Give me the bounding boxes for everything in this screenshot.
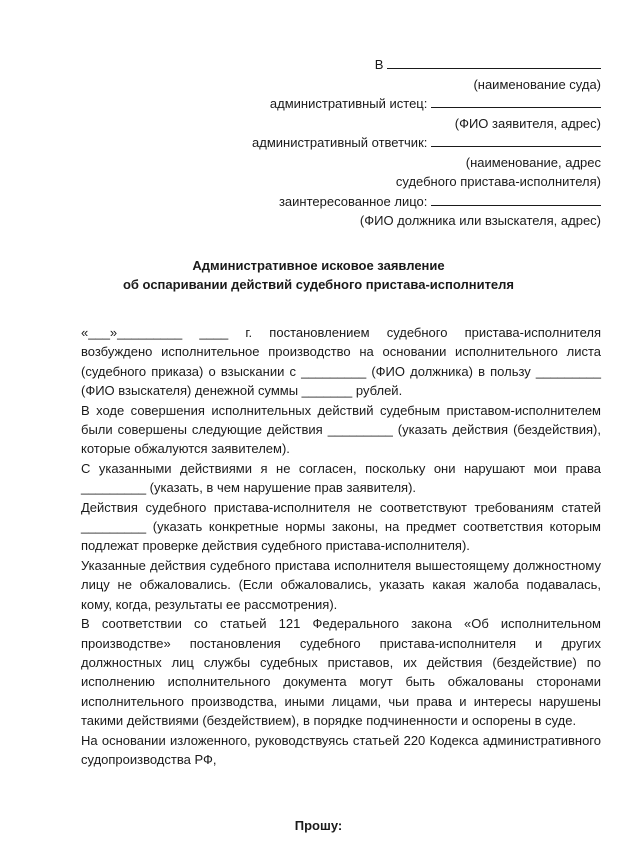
paragraph-law-reference: В соответствии со статьей 121 Федерального закона «Об исполнительном производстве» постановления судебного пристава-исполнителя и других должностных лиц службы судебных приставов, их действия (бездействие) по исполнению исполнительного документа могут быть обжалованы сторонами исполнительного производства, иными лицами, чьи права и интересы нарушены такими действиями (бездействием), в порядке подчиненности и оспорены в суде.	[81, 616, 601, 729]
paragraph-appeal: Указанные действия судебного пристава исполнителя вышестоящему должностному лицу не обжаловались. (Если обжаловались, указать какая жалоба подавалась, кому, когда, результаты ее рассмотрения).	[81, 557, 601, 612]
defendant-line	[201, 133, 601, 153]
plaintiff-hint: (ФИО заявителя, адрес)	[454, 115, 601, 131]
paragraph-initiation: «___»_________ ____ г. постановлением судебного пристава-исполнителя возбуждено исполнительное производство на основании исполнительного листа (судебного приказа) о взыскании с _________ (ФИО должника) в пользу _________ (ФИО взыскателя) денежной суммы _______ рублей.	[81, 325, 601, 399]
paragraph-disagreement: С указанными действиями я не согласен, поскольку они нарушают мои права _________ (указать, в чем нарушение прав заявителя).	[81, 460, 601, 496]
defendant-blank	[431, 133, 601, 147]
title-line-1: Административное исковое заявление	[192, 258, 445, 273]
paragraph-basis: На основании изложенного, руководствуясь статьей 220 Кодекса административного судопроизводства РФ,	[81, 732, 601, 767]
plaintiff-line	[201, 94, 601, 114]
title-line-2: об оспаривании действий судебного пристава-исполнителя	[122, 277, 515, 292]
plaintiff-blank	[431, 94, 601, 108]
interested-line	[201, 192, 601, 212]
document-body	[81, 323, 601, 769]
interested-label: заинтересованное лицо:	[278, 193, 428, 209]
interested-blank	[431, 192, 601, 206]
request-heading: Прошу:	[294, 818, 343, 833]
interested-hint: (ФИО должника или взыскателя, адрес)	[359, 213, 601, 228]
court-line	[201, 55, 601, 75]
addressee-block	[201, 55, 601, 231]
document-title	[0, 256, 637, 294]
defendant-hint-2: судебного пристава-исполнителя)	[395, 174, 601, 189]
defendant-label: административный ответчик:	[252, 135, 428, 150]
court-blank	[387, 55, 601, 69]
plaintiff-label: административный истец:	[269, 96, 428, 111]
court-hint: (наименование суда)	[473, 76, 601, 92]
paragraph-actions: В ходе совершения исполнительных действий судебным приставом-исполнителем были совершены следующие действия _________ (указать действия (бездействия), которые обжалуются заявителем).	[81, 402, 601, 457]
defendant-hint-1: (наименование, адрес	[465, 154, 601, 170]
paragraph-noncompliance: Действия судебного пристава-исполнителя не соответствуют требованиям статей _________ (указать конкретные нормы законы, на предмет соответствия которым подлежат проверке действия судебного пристава-исполнителя).	[81, 499, 601, 554]
court-prefix: В	[374, 57, 384, 72]
